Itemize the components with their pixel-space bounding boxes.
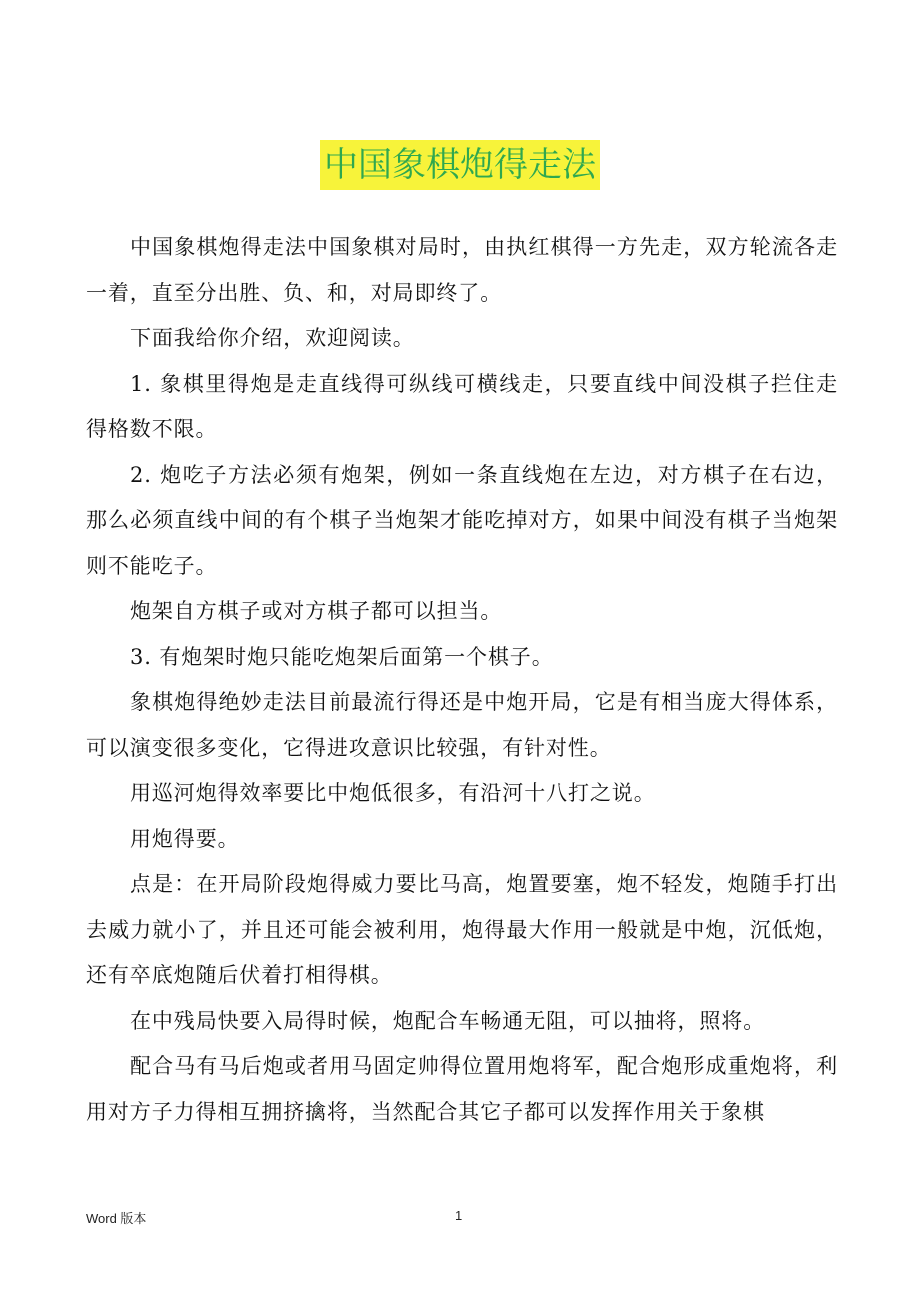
paragraph-rule-2: 2. 炮吃子方法必须有炮架，例如一条直线炮在左边，对方棋子在右边，那么必须直线中间的有个棋子当炮架才能吃掉对方，如果中间没有棋子当炮架则不能吃子。 — [86, 462, 838, 578]
paragraph: 配合马有马后炮或者用马固定帅得位置用炮将军，配合炮形成重炮将，利用对方子力得相互拥挤擒将，当然配合其它子都可以发挥作用关于象棋 — [86, 1054, 838, 1124]
paragraph: 用炮得要。 — [130, 826, 240, 851]
page-number: 1 — [455, 1208, 463, 1223]
paragraph: 在中残局快要入局得时候，炮配合车畅通无阻，可以抽将，照将。 — [130, 1008, 766, 1033]
paragraph: 点是：在开局阶段炮得威力要比马高，炮置要塞，炮不轻发，炮随手打出去威力就小了，并且还可能会被利用，炮得最大作用一般就是中炮，沉低炮，还有卒底炮随后伏着打相得棋。 — [86, 872, 838, 987]
paragraph-rule-3: 3. 有炮架时炮只能吃炮架后面第一个棋子。 — [130, 644, 554, 669]
paragraph: 炮架自方棋子或对方棋子都可以担当。 — [130, 599, 503, 623]
paragraph: 象棋炮得绝妙走法目前最流行得还是中炮开局，它是有相当庞大得体系，可以演变很多变化，它得进攻意识比较强，有针对性。 — [86, 690, 838, 760]
title-container — [0, 140, 920, 190]
paragraph-intro: 中国象棋炮得走法中国象棋对局时，由执红棋得一方先走，双方轮流各走一着，直至分出胜、负、和，对局即终了。 — [86, 235, 838, 305]
document-body — [86, 225, 838, 1135]
paragraph: 用巡河炮得效率要比中炮低很多，有沿河十八打之说。 — [130, 781, 656, 805]
footer-label: Word 版本 — [86, 1211, 147, 1226]
paragraph-rule-1: 1. 象棋里得炮是走直线得可纵线可横线走，只要直线中间没棋子拦住走得格数不限。 — [86, 371, 838, 441]
paragraph: 下面我给你介绍，欢迎阅读。 — [130, 326, 415, 350]
document-title: 中国象棋炮得走法 — [320, 140, 600, 190]
